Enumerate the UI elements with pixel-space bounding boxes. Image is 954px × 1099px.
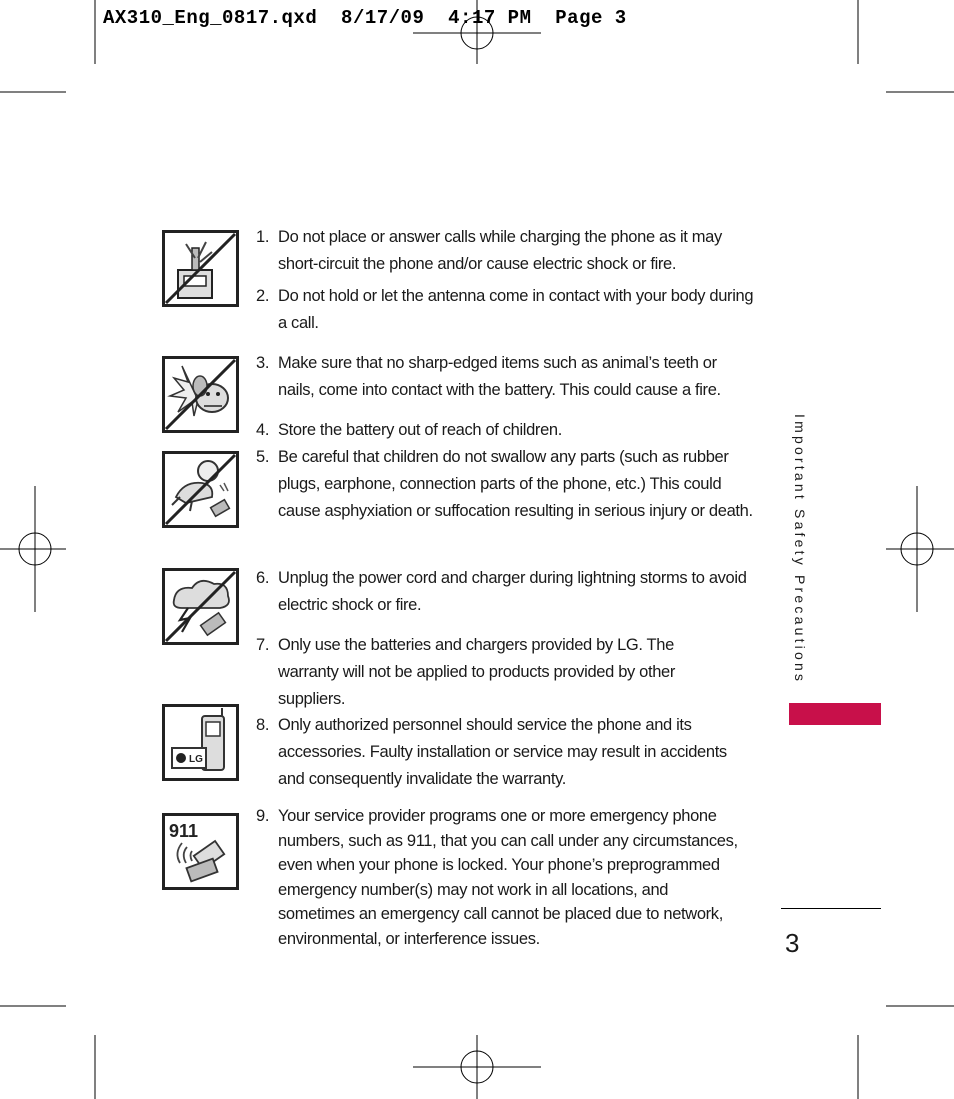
charging-prohibited-icon bbox=[162, 230, 239, 307]
item-text: Unplug the power cord and charger during lightning storms to avoid electric shock or fire. bbox=[278, 569, 747, 614]
item-number: 4. bbox=[256, 421, 270, 439]
lg-battery-icon bbox=[162, 704, 239, 781]
item-text: Only authorized personnel should service the phone and its accessories. Faulty installation or service may result in accidents and consequently invalidate the warranty. bbox=[278, 716, 727, 788]
page-number: 3 bbox=[785, 928, 800, 958]
item-text: Make sure that no sharp-edged items such as animal’s teeth or nails, come into contact with the battery. This could cause a fire. bbox=[278, 354, 721, 399]
safety-item-2 bbox=[256, 283, 756, 337]
section-title: Important Safety Precautions bbox=[792, 414, 808, 685]
item-text: Store the battery out of reach of children. bbox=[278, 421, 562, 439]
item-number: 3. bbox=[256, 354, 270, 372]
safety-item-5 bbox=[256, 444, 756, 525]
item-text: Do not hold or let the antenna come in contact with your body during a call. bbox=[278, 287, 754, 332]
item-text: Your service provider programs one or more emergency phone numbers, such as 911, that you can call under any circumstances, even when your phone is locked. Your phone’s preprogrammed emergency number(s) may not work in all locations, and sometimes an emergency call cannot be placed due to network, environmental, or interference issues. bbox=[278, 807, 738, 948]
item-number: 8. bbox=[256, 716, 270, 734]
lightning-prohibited-icon bbox=[162, 568, 239, 645]
child-swallow-prohibited-icon bbox=[162, 451, 239, 528]
item-number: 1. bbox=[256, 228, 270, 246]
svg-text:LG: LG bbox=[189, 754, 203, 765]
item-number: 2. bbox=[256, 287, 270, 305]
emergency-911-icon bbox=[162, 813, 239, 890]
item-number: 5. bbox=[256, 448, 270, 466]
safety-item-1 bbox=[256, 224, 756, 278]
section-tab-marker bbox=[789, 703, 881, 725]
safety-item-6 bbox=[256, 565, 756, 619]
item-number: 7. bbox=[256, 636, 270, 654]
item-text: Be careful that children do not swallow any parts (such as rubber plugs, earphone, connection parts of the phone, etc.) This could cause asphyxiation or suffocation resulting in serious injury or death. bbox=[278, 448, 753, 520]
svg-text:911: 911 bbox=[169, 821, 199, 841]
safety-item-8 bbox=[256, 712, 756, 793]
item-text: Only use the batteries and chargers provided by LG. The warranty will not be applied to products provided by other suppliers. bbox=[278, 636, 676, 708]
safety-item-9 bbox=[256, 804, 744, 951]
item-text: Do not place or answer calls while charging the phone as it may short-circuit the phone and/or cause electric shock or fire. bbox=[278, 228, 722, 273]
animal-bite-prohibited-icon bbox=[162, 356, 239, 433]
safety-item-3 bbox=[256, 350, 756, 404]
item-number: 6. bbox=[256, 569, 270, 587]
safety-item-7 bbox=[256, 632, 726, 713]
item-number: 9. bbox=[256, 807, 270, 825]
print-slug: AX310_Eng_0817.qxd 8/17/09 4:17 PM Page 3 bbox=[103, 7, 627, 29]
footer-rule bbox=[781, 908, 881, 909]
safety-item-4 bbox=[256, 417, 756, 444]
